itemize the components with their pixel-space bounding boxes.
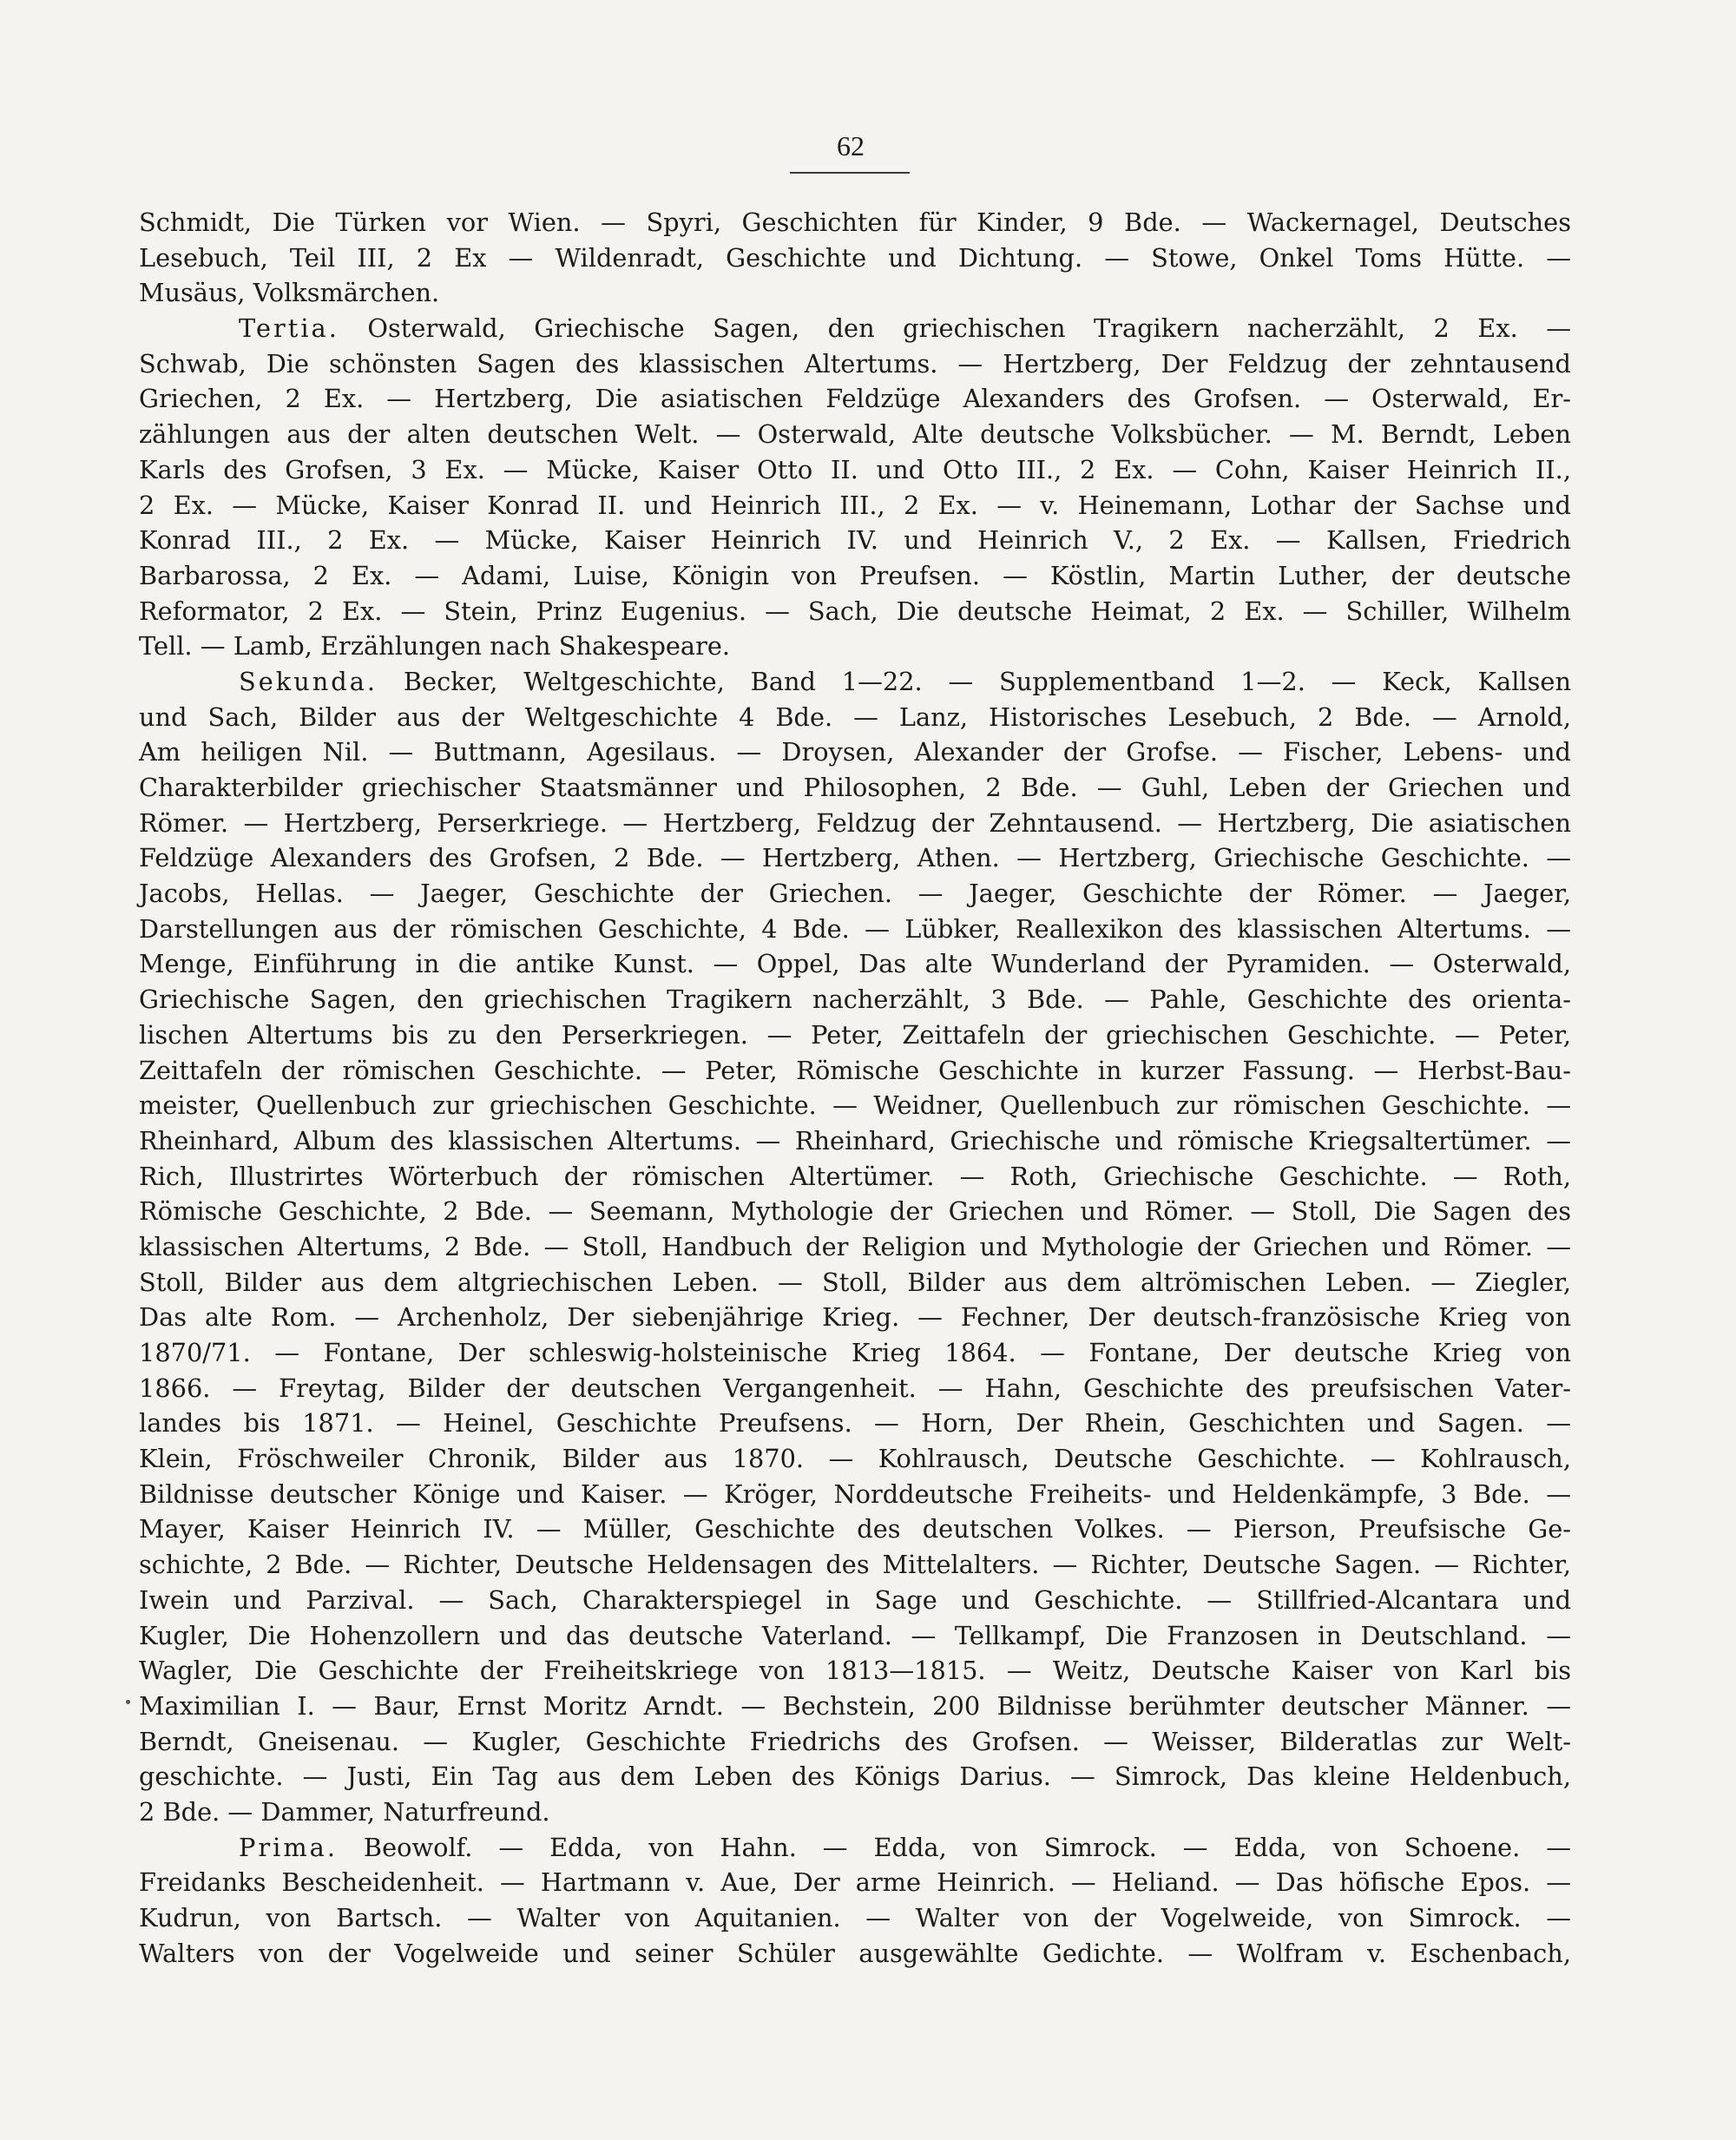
line-text: Freidanks Bescheidenheit. — Hartmann v. Aue, Der arme Heinrich. — Heliand. — Das höfische Epos. — bbox=[139, 1867, 1571, 1898]
text-line bbox=[139, 346, 1571, 382]
page-number: 62 bbox=[837, 130, 865, 161]
text-line bbox=[139, 205, 1571, 240]
text-line bbox=[139, 240, 1571, 276]
page-number-rule bbox=[790, 172, 910, 174]
line-text: Römer. — Hertzberg, Perserkriege. — Hertzberg, Feldzug der Zehntausend. — Hertzberg, Die asiatischen bbox=[139, 807, 1571, 838]
section-label: Prima. bbox=[239, 1832, 338, 1862]
text-line bbox=[139, 1265, 1571, 1300]
line-text: Kudrun, von Bartsch. — Walter von Aquitanien. — Walter von der Vogelweide, von Simrock. — bbox=[139, 1903, 1571, 1933]
line-text: Mayer, Kaiser Heinrich IV. — Müller, Geschichte des deutschen Volkes. — Pierson, Preufsische Ge- bbox=[139, 1514, 1571, 1544]
section-line bbox=[139, 664, 1571, 700]
section-label: Tertia. bbox=[239, 313, 339, 344]
line-text: Zeittafeln der römischen Geschichte. — Peter, Römische Geschichte in kurzer Fassung. — Herbst-Bau- bbox=[139, 1055, 1571, 1085]
line-text: Reformator, 2 Ex. — Stein, Prinz Eugenius. — Sach, Die deutsche Heimat, 2 Ex. — Schiller, Wilhelm bbox=[139, 596, 1571, 626]
text-line bbox=[139, 558, 1571, 594]
line-text: 2 Bde. — Dammer, Naturfreund. bbox=[139, 1796, 550, 1827]
text-line bbox=[139, 840, 1571, 876]
text-line bbox=[139, 594, 1571, 629]
line-text: Das alte Rom. — Archenholz, Der siebenjährige Krieg. — Fechner, Der deutsch-französische Krieg von bbox=[139, 1302, 1571, 1333]
line-text: Tell. — Lamb, Erzählungen nach Shakespeare. bbox=[139, 631, 731, 662]
text-line bbox=[139, 488, 1571, 523]
text-line bbox=[139, 1088, 1571, 1123]
text-line bbox=[139, 1123, 1571, 1159]
text-line bbox=[139, 629, 1571, 664]
line-text: und Sach, Bilder aus der Weltgeschichte 4 Bde. — Lanz, Historisches Lesebuch, 2 Bde. — Arnold, bbox=[139, 701, 1571, 732]
line-text: Walters von der Vogelweide und seiner Schüler ausgewählte Gedichte. — Wolfram v. Eschenbach, bbox=[139, 1938, 1571, 1968]
line-text: Griechische Sagen, den griechischen Tragikern nacherzählt, 3 Bde. — Pahle, Geschichte des orienta- bbox=[139, 984, 1571, 1015]
text-line bbox=[139, 982, 1571, 1017]
text-line bbox=[139, 1229, 1571, 1265]
line-text: Am heiligen Nil. — Buttmann, Agesilaus. — Droysen, Alexander der Grofse. — Fischer, Lebens- und bbox=[139, 737, 1571, 767]
line-text: Bildnisse deutscher Könige und Kaiser. — Kröger, Norddeutsche Freiheits- und Heldenkämpfe, 3 Bde. — bbox=[139, 1478, 1571, 1509]
line-text: Osterwald, Griechische Sagen, den griechischen Tragikern nacherzählt, 2 Ex. — bbox=[339, 313, 1571, 344]
text-line bbox=[139, 1371, 1571, 1406]
text-line bbox=[139, 1794, 1571, 1830]
line-text: Lesebuch, Teil III, 2 Ex — Wildenradt, Geschichte und Dichtung. — Stowe, Onkel Toms Hütte. — bbox=[139, 242, 1571, 273]
line-text: Stoll, Bilder aus dem altgriechischen Leben. — Stoll, Bilder aus dem altrömischen Leben. — Ziegler, bbox=[139, 1267, 1571, 1297]
line-text: 2 Ex. — Mücke, Kaiser Konrad II. und Heinrich III., 2 Ex. — v. Heinemann, Lothar der Sachse und bbox=[139, 490, 1571, 520]
line-text: Berndt, Gneisenau. — Kugler, Geschichte Friedrichs des Grofsen. — Weisser, Bilderatlas zur Welt- bbox=[139, 1726, 1571, 1756]
line-text: Musäus, Volksmärchen. bbox=[139, 278, 440, 308]
text-line bbox=[139, 417, 1571, 452]
line-text: zählungen aus der alten deutschen Welt. — Osterwald, Alte deutsche Volksbücher. — M. Berndt, Leben bbox=[139, 419, 1571, 450]
text-line bbox=[139, 1865, 1571, 1900]
text-line bbox=[139, 1618, 1571, 1654]
line-text: Maximilian I. — Baur, Ernst Moritz Arndt. — Bechstein, 200 Bildnisse berühmter deutscher Männer. — bbox=[139, 1690, 1571, 1721]
text-line bbox=[139, 1653, 1571, 1689]
line-text: Becker, Weltgeschichte, Band 1—22. — Supplementband 1—2. — Keck, Kallsen bbox=[378, 666, 1571, 696]
line-text: Rich, Illustrirtes Wörterbuch der römischen Altertümer. — Roth, Griechische Geschichte. — Roth, bbox=[139, 1161, 1571, 1191]
line-text: geschichte. — Justi, Ein Tag aus dem Leben des Königs Darius. — Simrock, Das kleine Heldenbuch, bbox=[139, 1761, 1571, 1792]
line-text: Schmidt, Die Türken vor Wien. — Spyri, Geschichten für Kinder, 9 Bde. — Wackernagel, Deutsches bbox=[139, 207, 1571, 237]
text-line bbox=[139, 1194, 1571, 1229]
text-line bbox=[139, 1335, 1571, 1371]
margin-dot bbox=[126, 1700, 130, 1704]
text-line bbox=[139, 734, 1571, 770]
line-text: lischen Altertums bis zu den Perserkriegen. — Peter, Zeittafeln der griechischen Geschichte. — Peter, bbox=[139, 1019, 1571, 1050]
text-line bbox=[139, 912, 1571, 947]
text-line bbox=[139, 1936, 1571, 1972]
text-line bbox=[139, 700, 1571, 735]
line-text: meister, Quellenbuch zur griechischen Geschichte. — Weidner, Quellenbuch zur römischen Geschichte. — bbox=[139, 1090, 1571, 1121]
text-line bbox=[139, 523, 1571, 558]
line-text: Klein, Fröschweiler Chronik, Bilder aus 1870. — Kohlrausch, Deutsche Geschichte. — Kohlrausch, bbox=[139, 1444, 1571, 1474]
line-text: Beowolf. — Edda, von Hahn. — Edda, von Simrock. — Edda, von Schoene. — bbox=[337, 1832, 1571, 1862]
line-text: Rheinhard, Album des klassischen Altertums. — Rheinhard, Griechische und römische Kriegsaltertümer. — bbox=[139, 1125, 1571, 1156]
text-line bbox=[139, 1406, 1571, 1441]
text-line bbox=[139, 1511, 1571, 1547]
line-text: Kugler, Die Hohenzollern und das deutsche Vaterland. — Tellkampf, Die Franzosen in Deutschland. — bbox=[139, 1620, 1571, 1650]
body-text bbox=[139, 205, 1571, 1971]
section-label: Sekunda. bbox=[239, 666, 378, 696]
text-line bbox=[139, 1689, 1571, 1724]
text-line bbox=[139, 381, 1571, 417]
line-text: schichte, 2 Bde. — Richter, Deutsche Heldensagen des Mittelalters. — Richter, Deutsche Sagen. — Richter, bbox=[139, 1550, 1571, 1580]
text-line bbox=[139, 1900, 1571, 1936]
line-text: Römische Geschichte, 2 Bde. — Seemann, Mythologie der Griechen und Römer. — Stoll, Die Sagen des bbox=[139, 1196, 1571, 1227]
text-line bbox=[139, 946, 1571, 982]
text-line bbox=[139, 1583, 1571, 1618]
text-line bbox=[139, 1759, 1571, 1794]
text-line bbox=[139, 1300, 1571, 1335]
line-text: 1866. — Freytag, Bilder der deutschen Vergangenheit. — Hahn, Geschichte des preufsischen Vater- bbox=[139, 1373, 1571, 1403]
text-line bbox=[139, 876, 1571, 912]
line-text: Darstellungen aus der römischen Geschichte, 4 Bde. — Lübker, Reallexikon des klassischen Altertums. — bbox=[139, 913, 1571, 944]
text-line bbox=[139, 806, 1571, 841]
line-text: Iwein und Parzival. — Sach, Charakterspiegel in Sage und Geschichte. — Stillfried-Alcantara und bbox=[139, 1584, 1571, 1615]
text-line bbox=[139, 1017, 1571, 1053]
text-line bbox=[139, 1477, 1571, 1512]
line-text: Wagler, Die Geschichte der Freiheitskriege von 1813—1815. — Weitz, Deutsche Kaiser von Karl bis bbox=[139, 1656, 1571, 1686]
line-text: Griechen, 2 Ex. — Hertzberg, Die asiatischen Feldzüge Alexanders des Grofsen. — Osterwald, Er- bbox=[139, 384, 1571, 414]
line-text: Konrad III., 2 Ex. — Mücke, Kaiser Heinrich IV. und Heinrich V., 2 Ex. — Kallsen, Friedrich bbox=[139, 525, 1571, 556]
line-text: Feldzüge Alexanders des Grofsen, 2 Bde. — Hertzberg, Athen. — Hertzberg, Griechische Geschichte. — bbox=[139, 843, 1571, 873]
text-line bbox=[139, 1159, 1571, 1195]
line-text: klassischen Altertums, 2 Bde. — Stoll, Handbuch der Religion und Mythologie der Griechen und Römer. — bbox=[139, 1231, 1571, 1261]
text-line bbox=[139, 1724, 1571, 1760]
text-line bbox=[139, 452, 1571, 488]
text-line bbox=[139, 1441, 1571, 1477]
line-text: Barbarossa, 2 Ex. — Adami, Luise, Königin von Preufsen. — Köstlin, Martin Luther, der deutsche bbox=[139, 560, 1571, 590]
line-text: 1870/71. — Fontane, Der schleswig-holsteinische Krieg 1864. — Fontane, Der deutsche Krieg von bbox=[139, 1338, 1571, 1367]
text-line bbox=[139, 1053, 1571, 1089]
line-text: Jacobs, Hellas. — Jaeger, Geschichte der Griechen. — Jaeger, Geschichte der Römer. — Jaeger, bbox=[139, 879, 1571, 909]
line-text: Charakterbilder griechischer Staatsmänner und Philosophen, 2 Bde. — Guhl, Leben der Griechen und bbox=[139, 773, 1571, 802]
line-text: Schwab, Die schönsten Sagen des klassischen Altertums. — Hertzberg, Der Feldzug der zehntausend bbox=[139, 348, 1571, 379]
text-line bbox=[139, 1547, 1571, 1583]
line-text: Karls des Grofsen, 3 Ex. — Mücke, Kaiser Otto II. und Otto III., 2 Ex. — Cohn, Kaiser Heinrich II., bbox=[139, 454, 1571, 484]
text-line bbox=[139, 275, 1571, 311]
section-line bbox=[139, 311, 1571, 346]
line-text: Menge, Einführung in die antike Kunst. — Oppel, Das alte Wunderland der Pyramiden. — Osterwald, bbox=[139, 949, 1571, 979]
line-text: landes bis 1871. — Heinel, Geschichte Preufsens. — Horn, Der Rhein, Geschichten und Sagen. — bbox=[139, 1408, 1571, 1439]
text-line bbox=[139, 770, 1571, 806]
section-line bbox=[139, 1830, 1571, 1866]
